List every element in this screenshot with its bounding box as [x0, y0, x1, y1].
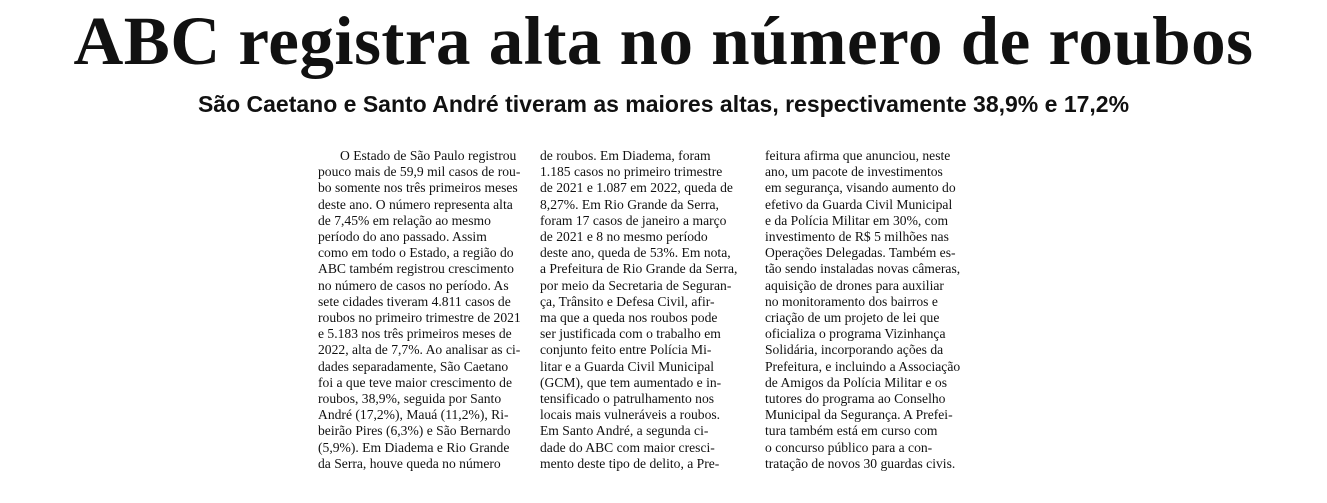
- article-text-line: mento deste tipo de delito, a Pre-: [540, 455, 720, 471]
- article-text-line: de Amigos da Polícia Militar e os: [765, 374, 947, 390]
- article-text-line: criação de um projeto de lei que: [765, 310, 940, 326]
- article-text-line: deste ano, queda de 53%. Em nota,: [540, 245, 731, 261]
- article-text-line: período do ano passado. Assim: [318, 229, 487, 245]
- article-text-line: como em todo o Estado, a região do: [318, 245, 514, 261]
- article-text-line: tutores do programa ao Conselho: [765, 391, 946, 407]
- article-text-line: sete cidades tiveram 4.811 casos de: [318, 293, 511, 309]
- article-text-line: André (17,2%), Mauá (11,2%), Ri-: [318, 407, 509, 423]
- article-column-1: [318, 148, 522, 472]
- article-text-line: bo somente nos três primeiros meses: [318, 180, 518, 196]
- article-headline: ABC registra alta no número de roubos: [73, 3, 1254, 79]
- article-text-line: deste ano. O número representa alta: [318, 196, 513, 212]
- article-text-line: roubos, 38,9%, seguida por Santo: [318, 391, 502, 407]
- article-text-line: de 2021 e 8 no mesmo período: [540, 229, 708, 245]
- article-text-line: foram 17 casos de janeiro a março: [540, 212, 727, 228]
- article-text-line: Municipal da Segurança. A Prefei-: [765, 407, 953, 423]
- article-text-line: tratação de novos 30 guardas civis.: [765, 455, 956, 471]
- article-text-line: roubos no primeiro trimestre de 2021: [318, 310, 521, 326]
- article-text-line: efetivo da Guarda Civil Municipal: [765, 196, 953, 212]
- article-text-line: beirão Pires (6,3%) e São Bernardo: [318, 423, 511, 439]
- article-text-line: investimento de R$ 5 milhões nas: [765, 229, 949, 245]
- article-text-line: litar e a Guarda Civil Municipal: [540, 358, 715, 374]
- article-text-line: tão sendo instaladas novas câmeras,: [765, 261, 961, 277]
- article-text-line: e da Polícia Militar em 30%, com: [765, 212, 949, 228]
- article-text-line: Prefeitura, e incluindo a Associação: [765, 358, 961, 374]
- article-text-line: (5,9%). Em Diadema e Rio Grande: [318, 439, 510, 455]
- article-text-line: de roubos. Em Diadema, foram: [540, 148, 711, 163]
- article-text-line: o concurso público para a con-: [765, 439, 933, 455]
- article-text-line: locais mais vulneráveis a roubos.: [540, 407, 721, 423]
- article-text-line: por meio da Secretaria de Seguran-: [540, 277, 732, 293]
- article-text-line: oficializa o programa Vizinhança: [765, 326, 946, 342]
- article-text-line: ano, um pacote de investimentos: [765, 164, 943, 180]
- article-text-line: feitura afirma que anunciou, neste: [765, 148, 951, 163]
- article-text-line: no monitoramento dos bairros e: [765, 293, 938, 309]
- article-text-line: Solidária, incorporando ações da: [765, 342, 944, 358]
- article-text-line: dade do ABC com maior cresci-: [540, 439, 715, 455]
- article-text-line: conjunto feito entre Polícia Mi-: [540, 342, 712, 358]
- article-text-line: Operações Delegadas. Também es-: [765, 245, 956, 261]
- article-text-line: tura também está em curso com: [765, 423, 938, 439]
- article-text-line: no número de casos no período. As: [318, 277, 509, 293]
- article-text-line: 1.185 casos no primeiro trimestre: [540, 164, 723, 180]
- article-text-line: Em Santo André, a segunda ci-: [540, 423, 709, 439]
- article-text-line: em segurança, visando aumento do: [765, 180, 956, 196]
- article-text-line: O Estado de São Paulo registrou: [340, 148, 517, 163]
- article-text-line: da Serra, houve queda no número: [318, 455, 501, 471]
- article-text-line: aquisição de drones para auxiliar: [765, 277, 944, 293]
- article-text-line: ABC também registrou crescimento: [318, 261, 514, 277]
- article-text-line: tensificado o patrulhamento nos: [540, 391, 715, 407]
- article-text-line: de 7,45% em relação ao mesmo: [318, 212, 491, 228]
- article-text-line: e 5.183 nos três primeiros meses de: [318, 326, 512, 342]
- article-text-line: (GCM), que tem aumentado e in-: [540, 374, 722, 390]
- article-text-line: de 2021 e 1.087 em 2022, queda de: [540, 180, 733, 196]
- article-text-line: dades separadamente, São Caetano: [318, 358, 509, 374]
- article-text-line: ma que a queda nos roubos pode: [540, 310, 718, 326]
- article-text-line: foi a que teve maior crescimento de: [318, 374, 513, 390]
- article-text-line: 8,27%. Em Rio Grande da Serra,: [540, 196, 719, 212]
- article-text-line: pouco mais de 59,9 mil casos de rou-: [318, 164, 521, 180]
- article-column-2: [540, 148, 744, 472]
- article-text-line: 2022, alta de 7,7%. Ao analisar as ci-: [318, 342, 521, 358]
- article-text-line: ser justificada com o trabalho em: [540, 326, 721, 342]
- article-text-line: a Prefeitura de Rio Grande da Serra,: [540, 261, 738, 277]
- article-column-3: [765, 148, 969, 472]
- article-subheadline: São Caetano e Santo André tiveram as maiores altas, respectivamente 38,9% e 17,2%: [197, 91, 1130, 117]
- article-text-line: ça, Trânsito e Defesa Civil, afir-: [540, 293, 715, 309]
